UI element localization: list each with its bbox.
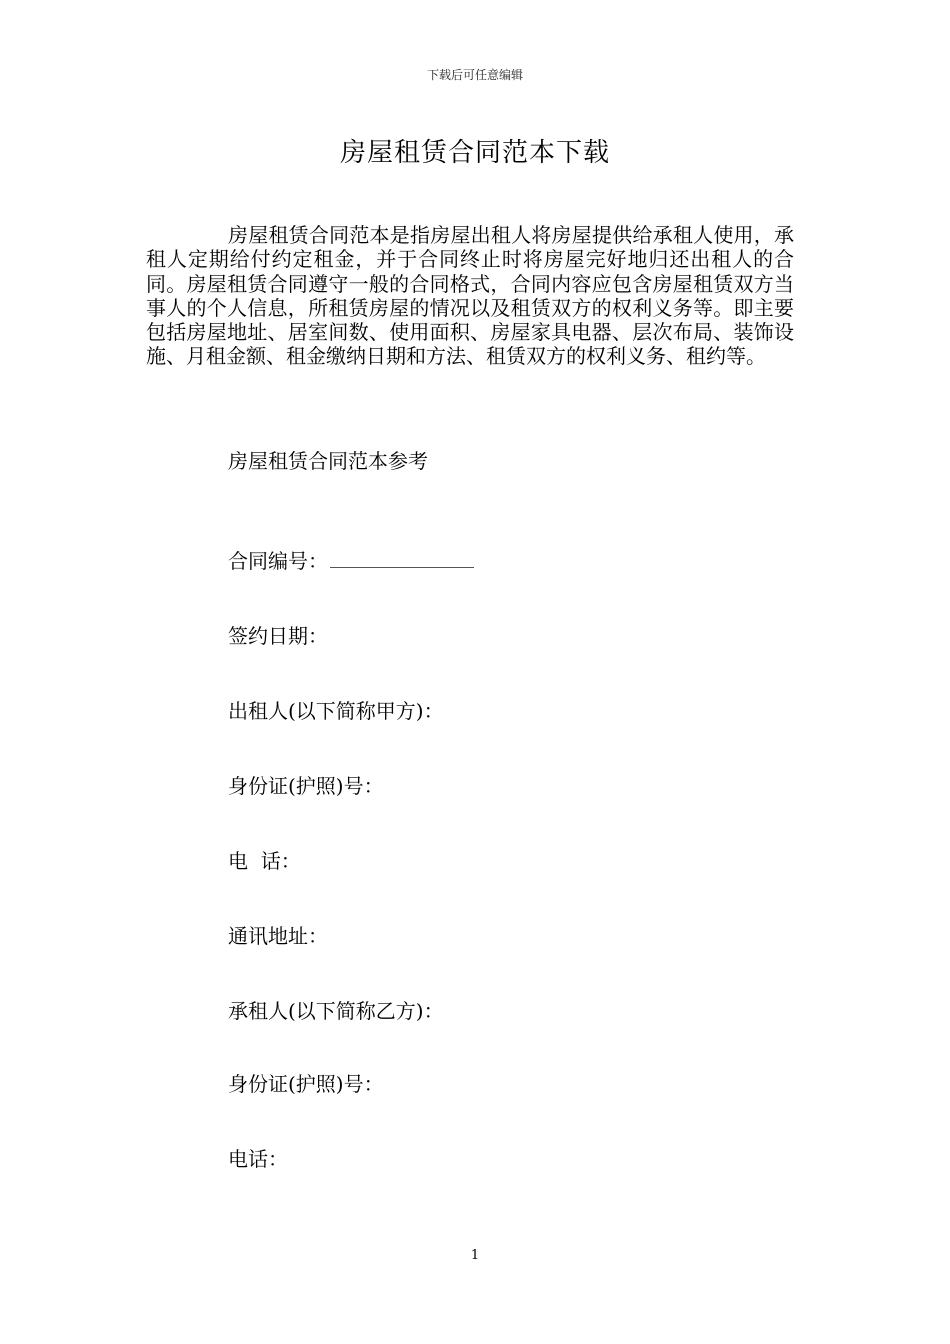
lessor-phone-label: 电 话： bbox=[228, 849, 301, 873]
lessee-id-label: 身份证(护照)号： bbox=[228, 1072, 384, 1096]
page-number: 1 bbox=[470, 1248, 480, 1263]
contract-number-blank bbox=[330, 551, 474, 568]
lessor-id-label: 身份证(护照)号： bbox=[228, 774, 384, 798]
lessor-address-label: 通讯地址： bbox=[228, 924, 328, 948]
lessee-label: 承租人(以下简称乙方)： bbox=[228, 999, 444, 1023]
contract-number-field bbox=[228, 548, 474, 574]
lessee-phone-label: 电话： bbox=[228, 1147, 288, 1171]
lessor-label: 出租人(以下简称甲方)： bbox=[228, 699, 444, 723]
contract-number-label: 合同编号： bbox=[228, 549, 328, 573]
signing-date-label: 签约日期： bbox=[228, 624, 328, 648]
header-note: 下载后可任意编辑 bbox=[426, 68, 523, 82]
intro-paragraph: 房屋租赁合同范本是指房屋出租人将房屋提供给承租人使用，承租人定期给付约定租金，并于合同终止时将房屋完好地归还出租人的合同。房屋租赁合同遵守一般的合同格式，合同内容应包含房屋租赁双方当事人的个人信息，所租赁房屋的情况以及租赁双方的权利义务等。即主要包括房屋地址、居室间数、使用面积、房屋家具电器、层次布局、装饰设施、月租金额、租金缴纳日期和方法、租赁双方的权利义务、租约等。 bbox=[146, 223, 794, 369]
document-title: 房屋租赁合同范本下载 bbox=[339, 138, 610, 168]
section-heading: 房屋租赁合同范本参考 bbox=[228, 449, 428, 473]
